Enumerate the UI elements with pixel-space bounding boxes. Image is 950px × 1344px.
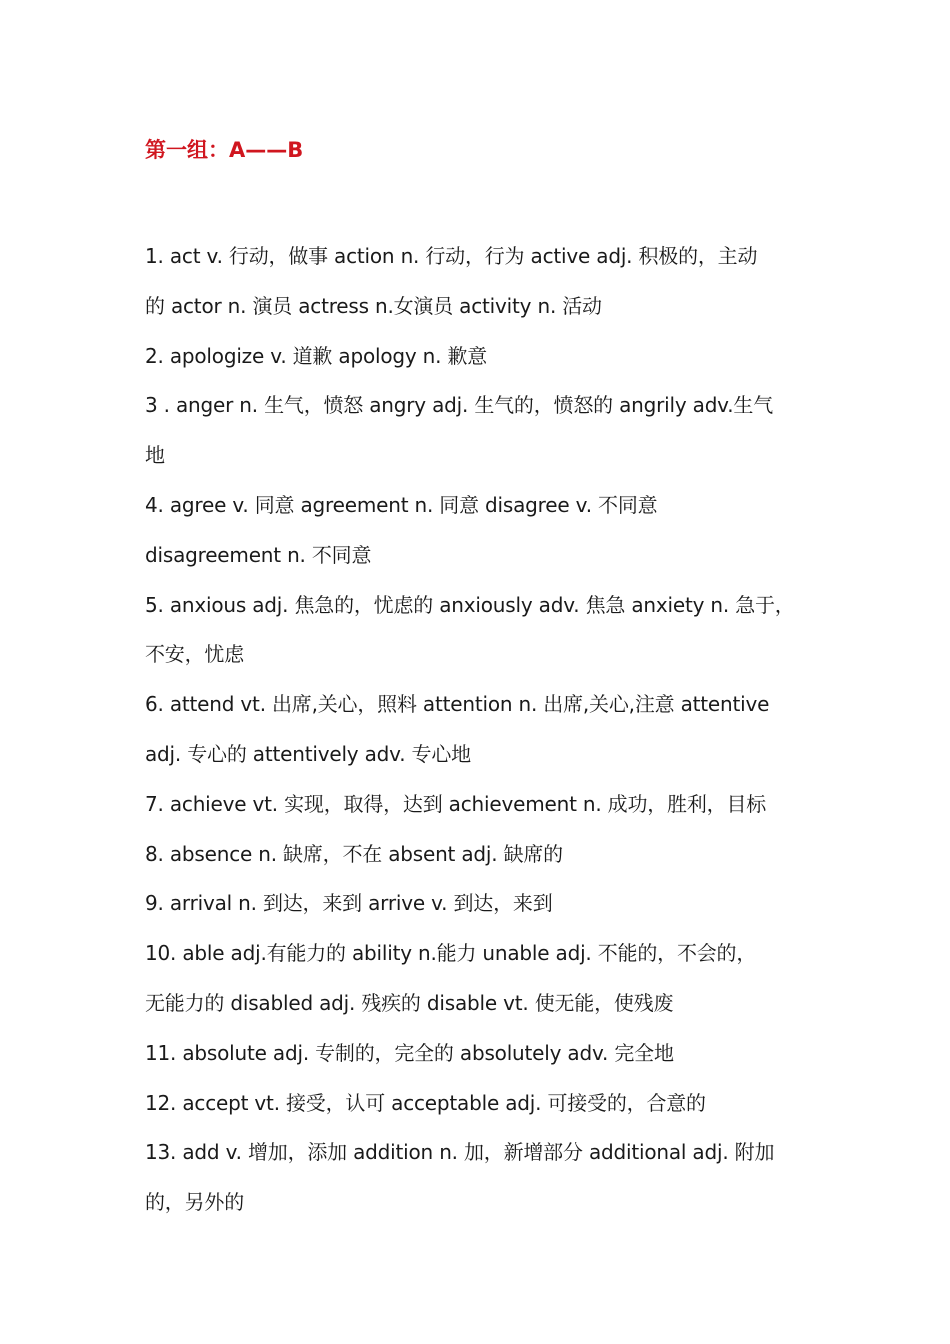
text-line: disagreement n. 不同意 <box>145 542 372 567</box>
text-line: 3 . anger n. 生气，愤怒 angry adj. 生气的，愤怒的 angrily adv.生气 <box>145 393 774 418</box>
text-line: 9. arrival n. 到达，来到 arrive v. 到达，来到 <box>145 891 553 916</box>
text-line: 8. absence n. 缺席，不在 absent adj. 缺席的 <box>145 841 563 866</box>
text-line: 6. attend vt. 出席,关心，照料 attention n. 出席,关心,注意 attentive <box>145 692 770 717</box>
text-line: 无能力的 disabled adj. 残疾的 disable vt. 使无能，使残废 <box>145 990 674 1015</box>
text-line: 7. achieve vt. 实现，取得，达到 achievement n. 成功，胜利，目标 <box>145 791 767 816</box>
vocabulary-list <box>145 232 815 1228</box>
text-line: 10. able adj.有能力的 ability n.能力 unable adj. 不能的，不会的， <box>145 941 757 966</box>
text-line: 不安，忧虑 <box>145 642 244 667</box>
text-line: 12. accept vt. 接受，认可 acceptable adj. 可接受的，合意的 <box>145 1090 706 1115</box>
text-line: 地 <box>145 443 165 468</box>
text-line: 13. add v. 增加，添加 addition n. 加，新增部分 additional adj. 附加 <box>145 1140 775 1165</box>
text-line: 的 actor n. 演员 actress n.女演员 activity n. 活动 <box>145 293 602 318</box>
text-line: 11. absolute adj. 专制的，完全的 absolutely adv. 完全地 <box>145 1040 674 1065</box>
section-heading: 第一组：A——B <box>145 138 304 162</box>
text-line: adj. 专心的 attentively adv. 专心地 <box>145 741 471 766</box>
text-line: 的，另外的 <box>145 1190 244 1215</box>
text-line: 5. anxious adj. 焦急的，忧虑的 anxiously adv. 焦急 anxiety n. 急于， <box>145 592 795 617</box>
text-line: 1. act v. 行动，做事 action n. 行动，行为 active adj. 积极的，主动 <box>145 244 758 268</box>
text-line: 2. apologize v. 道歉 apology n. 歉意 <box>145 343 488 368</box>
text-line: 4. agree v. 同意 agreement n. 同意 disagree v. 不同意 <box>145 492 658 517</box>
